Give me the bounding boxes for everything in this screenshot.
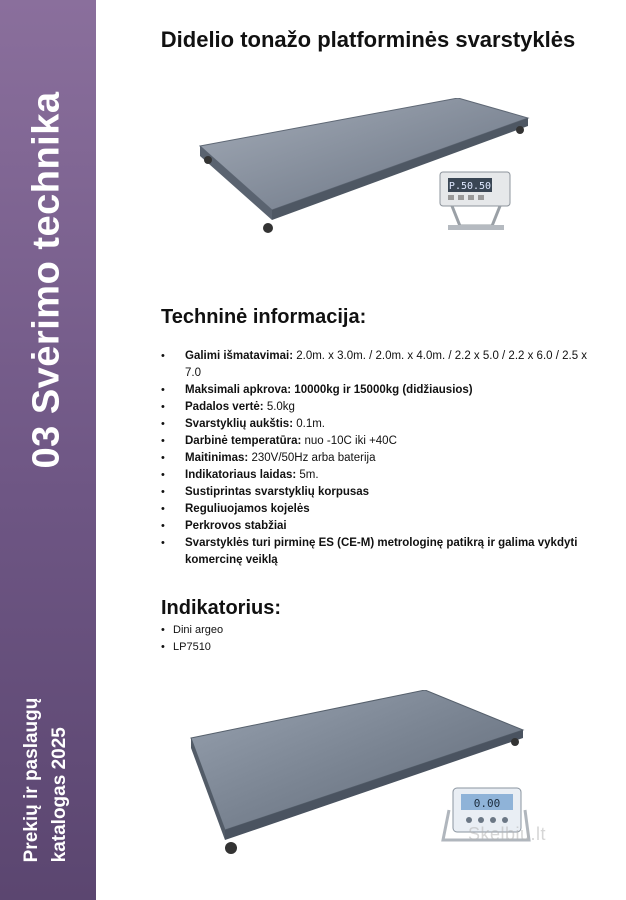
tech-spec-key: Maksimali apkrova: 10000kg ir 15000kg (didžiausios)	[185, 384, 473, 396]
tech-spec-value: 230V/50Hz arba baterija	[248, 452, 376, 464]
catalog-line-2: katalogas 2025	[49, 727, 70, 863]
tech-spec-item	[161, 416, 601, 433]
tech-spec-key: Svarstyklės turi pirminę ES (CE-M) metrologinę patikrą ir galima vykdyti komercinę veiklą	[185, 537, 578, 566]
tech-spec-key: Galimi išmatavimai:	[185, 350, 294, 362]
tech-spec-item	[161, 518, 601, 535]
indicator-list	[161, 622, 223, 656]
sidebar-catalog-label	[18, 698, 74, 863]
tech-info-heading: Techninė informacija:	[161, 306, 367, 328]
indicator-heading: Indikatorius:	[161, 597, 282, 619]
tech-spec-key: Maitinimas:	[185, 452, 249, 464]
tech-spec-item	[161, 450, 601, 467]
tech-spec-item	[161, 467, 601, 484]
tech-spec-key: Darbinė temperatūra:	[185, 435, 302, 447]
catalog-line-1: Prekių ir paslaugų	[21, 697, 42, 863]
tech-spec-key: Reguliuojamos kojelės	[185, 503, 310, 515]
platform-scale-image	[190, 98, 530, 248]
tech-spec-value: 5m.	[296, 469, 319, 481]
tech-spec-key: Padalos vertė:	[185, 401, 264, 413]
tech-spec-item	[161, 382, 601, 399]
tech-spec-list	[161, 348, 601, 569]
tech-spec-item	[161, 501, 601, 518]
tech-spec-key: Svarstyklių aukštis:	[185, 418, 294, 430]
tech-spec-value: 0.1m.	[293, 418, 325, 430]
svg-text:0.00: 0.00	[473, 797, 501, 810]
tech-spec-value: 2.0m. x 3.0m. / 2.0m. x 4.0m. / 2.2 x 5.0 / 2.2 x 6.0 / 2.5 x 7.0	[185, 350, 588, 379]
tech-spec-value: nuo -10C iki +40C	[301, 435, 397, 447]
sidebar	[0, 0, 96, 900]
watermark: Skelbiu.lt	[468, 824, 547, 844]
tech-spec-item	[161, 348, 601, 382]
page-title: Didelio tonažo platforminės svarstyklės	[160, 27, 576, 52]
indicator-item: • LP7510	[161, 639, 223, 656]
tech-spec-item	[161, 433, 601, 450]
tech-spec-key: Perkrovos stabžiai	[185, 520, 287, 532]
tech-spec-item	[161, 484, 601, 501]
tech-spec-key: Indikatoriaus laidas:	[185, 469, 297, 481]
tech-spec-key: Sustiprintas svarstyklių korpusas	[185, 486, 370, 498]
indicator-item: • Dini argeo	[161, 622, 223, 639]
tech-spec-item	[161, 399, 601, 416]
indicator-device-icon	[440, 172, 510, 230]
tech-spec-value: 5.0kg	[263, 401, 295, 413]
tech-spec-item	[161, 535, 601, 569]
sidebar-section-title: 03 Svėrimo technika	[25, 91, 68, 469]
svg-text:P.50.50: P.50.50	[448, 181, 492, 192]
